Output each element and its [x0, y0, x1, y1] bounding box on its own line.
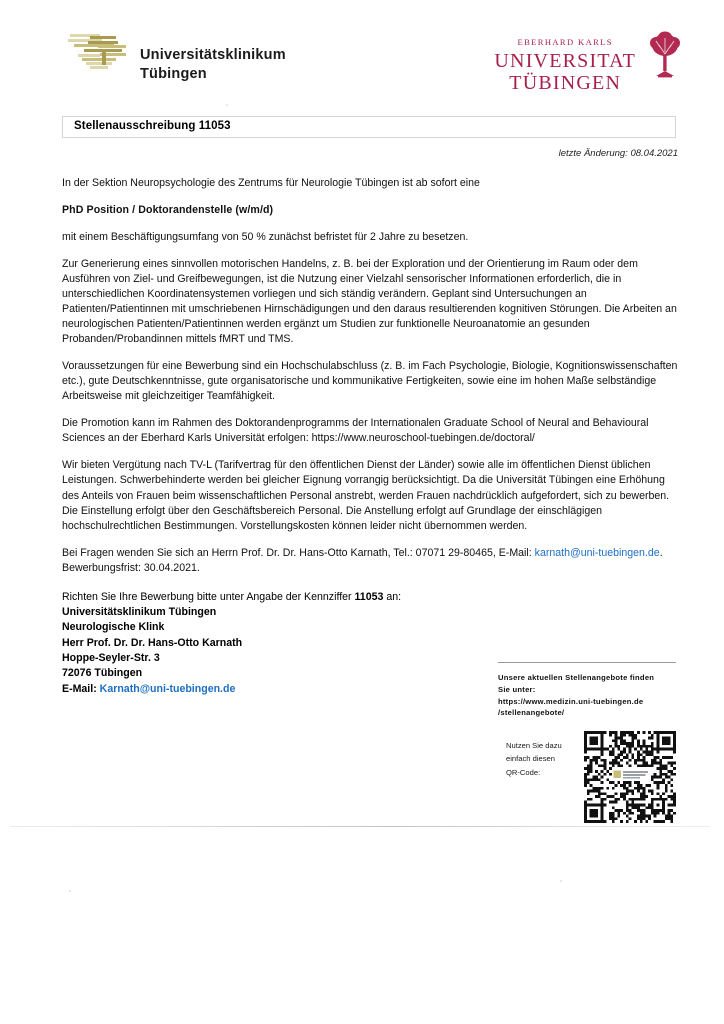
address-line: Hoppe-Seyler-Str. 3 — [62, 652, 160, 665]
address-email-label: E-Mail: — [62, 682, 100, 695]
ekut-wordmark — [494, 30, 636, 94]
application-reference-code: 11053 — [354, 590, 384, 603]
paragraph-promotion: Die Promotion kann im Rahmen des Doktorandenprogramms der Internationalen Graduate School of Neural and Behavioural Sciences an der Eberhard Karls Universität erfolgen: https://www.neuroschool-tuebingen.de/doctoral/ — [62, 417, 649, 445]
footer-qr-row — [498, 731, 680, 823]
ukt-logo-wordmark — [140, 32, 286, 83]
address-line: Herr Prof. Dr. Dr. Hans-Otto Karnath — [62, 636, 243, 649]
application-instruction-suffix: an: — [383, 590, 402, 603]
address-line: 72076 Tübingen — [62, 667, 143, 680]
footer-heading — [498, 672, 680, 719]
footer-heading-line2: Sie unter: — [498, 684, 536, 694]
document-header — [0, 28, 724, 106]
address-email-link[interactable]: Karnath@uni-tuebingen.de — [99, 682, 236, 695]
scan-speck — [69, 890, 71, 892]
qr-code[interactable] — [584, 731, 676, 823]
ekut-logo-small-line: EBERHARD KARLS — [517, 37, 613, 47]
contact-suffix: . — [659, 546, 663, 559]
scan-artifact-line — [10, 826, 710, 827]
footer-job-offers-box — [498, 662, 680, 823]
application-deadline: Bewerbungsfrist: 30.04.2021. — [62, 561, 200, 574]
scan-speck — [560, 880, 562, 882]
footer-url-line2: /stellenangebote/ — [498, 708, 565, 718]
application-instruction — [62, 590, 678, 605]
page-title: PhD Position / Doktorandenstelle (w/m/d) — [62, 204, 274, 217]
document-body — [62, 176, 678, 697]
qr-caption-line2: einfach diesen — [506, 754, 555, 764]
application-instruction-prefix: Richten Sie Ihre Bewerbung bitte unter Angabe der Kennziffer — [62, 590, 355, 603]
scan-speck — [226, 104, 228, 106]
contact-text: Bei Fragen wenden Sie sich an Herrn Prof. Dr. Dr. Hans-Otto Karnath, Tel.: 07071 29-80465, E-Mail: — [62, 546, 535, 559]
footer-heading-line1: Unsere aktuellen Stellenangebote finden — [498, 673, 655, 682]
ukt-logo-line1: Universitätsklinikum — [140, 47, 286, 63]
ukt-logo-line2: Tübingen — [140, 65, 207, 82]
employment-scope-line: mit einem Beschäftigungsumfang von 50 % zunächst befristet für 2 Jahre zu besetzen. — [62, 231, 469, 244]
qr-code-icon — [584, 731, 676, 823]
lead-paragraph: In der Sektion Neuropsychologie des Zentrums für Neurologie Tübingen ist ab sofort eine — [62, 177, 480, 189]
universitaetsklinikum-tuebingen-logo — [68, 32, 286, 83]
tree-emblem-icon — [648, 30, 682, 80]
ekut-logo-line2: TÜBINGEN — [509, 71, 622, 94]
qr-caption-line1: Nutzen Sie dazu — [506, 741, 562, 751]
qr-caption — [498, 731, 584, 779]
footer-url-line1: https://www.medizin.uni-tuebingen.de — [498, 696, 644, 706]
address-line: Universitätsklinikum Tübingen — [62, 606, 217, 619]
contact-paragraph — [62, 546, 678, 576]
contact-email-link[interactable]: karnath@uni-tuebingen.de — [534, 546, 660, 559]
eberhard-karls-universitaet-logo — [494, 30, 682, 94]
address-line: Neurologische Klink — [62, 621, 165, 634]
ukt-logo-mark-icon — [68, 32, 130, 78]
reference-number-box — [62, 116, 676, 138]
qr-caption-line3: QR-Code: — [506, 767, 541, 777]
last-change-label: letzte Änderung: 08.04.2021 — [558, 148, 678, 159]
reference-number-label: Stellenausschreibung 11053 — [74, 120, 231, 132]
paragraph-conditions: Wir bieten Vergütung nach TV-L (Tarifvertrag für den öffentlichen Dienst der Länder) sowie alle im öffentlichen Dienst üblichen Leistungen. Schwerbehinderte werden bei gleicher Eignung vorrangig berücksichtigt. Da die Universität Tübingen eine Erhöhung des Anteils von Frauen beim wissenschaftlichen Personal anstrebt, werden Frauen nachdrücklich aufgefordert, sich zu bewerben. Die Einstellung erfolgt über den Geschäftsbereich Personal. Die Anstellung erfolgt auf Grundlage der einschlägigen hochschulrechtlichen Bestimmungen. Vorstellungskosten können leider nicht übernommen werden. — [62, 459, 670, 532]
paragraph-research: Zur Generierung eines sinnvollen motorischen Handelns, z. B. bei der Exploration und der Orientierung im Raum oder dem Ausführen von Ziel- und Greifbewegungen, ist die Nutzung einer Vielzahl sensorischer Informationen erforderlich, die in unterschiedlichen Koordinatensystemen vorliegen und sich ständig verändern. Geplant sind Untersuchungen an Patienten/Patientinnen mit umschriebenen Hirnschädigungen und den daraus resultierenden kognitiven Störungen. Die Arbeiten an neurologischen Patienten/Patientinnen werden ergänzt um Studien zur funktionelle Neuroanatomie an gesunden Probanden/Probandinnen mittels fMRT und TMS. — [62, 258, 677, 346]
ekut-logo-line1: UNIVERSITAT — [494, 49, 636, 72]
paragraph-requirements: Voraussetzungen für eine Bewerbung sind ein Hochschulabschluss (z. B. im Fach Psychologie, Biologie, Kognitionswissenschaften etc.), gute Deutschkenntnisse, gute organisatorische und kommunikative Fertigkeiten, sowie eine im hohen Maße selbständige Arbeitsweise mit gleichzeitiger Teamfähigkeit. — [62, 360, 678, 403]
footer-divider — [498, 662, 676, 663]
